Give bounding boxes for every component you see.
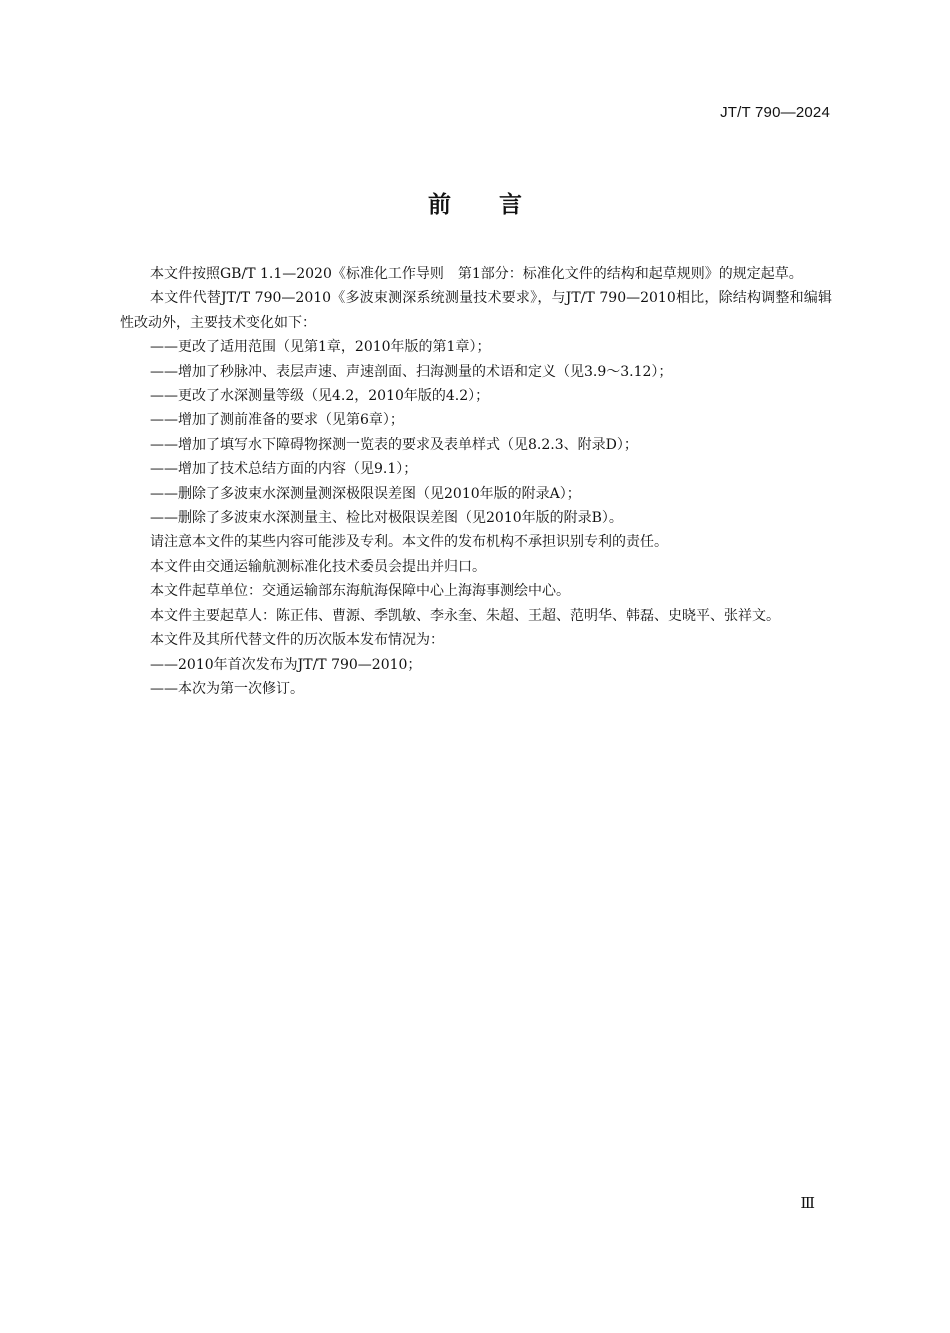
paragraph-drafting-basis: 本文件按照GB/T 1.1—2020《标准化工作导则 第1部分：标准化文件的结构和起草规则》的规定起草。	[150, 266, 803, 282]
change-item: ——更改了水深测量等级（见4.2，2010年版的4.2）；	[150, 388, 490, 405]
paragraph-proposer: 本文件由交通运输航测标准化技术委员会提出并归口。	[150, 558, 486, 575]
page-title: 前言	[428, 192, 570, 218]
foreword-body	[120, 262, 832, 701]
change-item: ——增加了秒脉冲、表层声速、声速剖面、扫海测量的术语和定义（见3.9～3.12）；	[150, 363, 673, 380]
standard-code: JT/T 790—2024	[720, 104, 830, 121]
change-item: ——删除了多波束水深测量测深极限误差图（见2010年版的附录A）；	[150, 485, 581, 502]
change-item: ——增加了测前准备的要求（见第6章）；	[150, 412, 404, 429]
history-item: ——2010年首次发布为JT/T 790—2010；	[150, 656, 422, 673]
paragraph-patent-notice: 请注意本文件的某些内容可能涉及专利。本文件的发布机构不承担识别专利的责任。	[150, 534, 668, 551]
change-item: ——更改了适用范围（见第1章，2010年版的第1章）；	[150, 339, 491, 356]
change-item: ——增加了填写水下障碍物探测一览表的要求及表单样式（见8.2.3、附录D）；	[150, 436, 638, 453]
history-item: ——本次为第一次修订。	[150, 680, 304, 697]
paragraph-version-history: 本文件及其所代替文件的历次版本发布情况为：	[150, 632, 444, 649]
change-item: ——删除了多波束水深测量主、检比对极限误差图（见2010年版的附录B）。	[150, 510, 623, 527]
paragraph-drafting-unit: 本文件起草单位：交通运输部东海航海保障中心上海海事测绘中心。	[150, 583, 570, 600]
paragraph-replacement: 本文件代替JT/T 790—2010《多波束测深系统测量技术要求》，与JT/T 790—2010相比，除结构调整和编辑性改动外，主要技术变化如下：	[120, 290, 832, 331]
paragraph-drafters: 本文件主要起草人：陈正伟、曹源、季凯敏、李永奎、朱超、王超、范明华、韩磊、史晓平、张祥文。	[150, 607, 780, 624]
change-item: ——增加了技术总结方面的内容（见9.1）；	[150, 461, 418, 478]
page-number: Ⅲ	[800, 1194, 815, 1212]
